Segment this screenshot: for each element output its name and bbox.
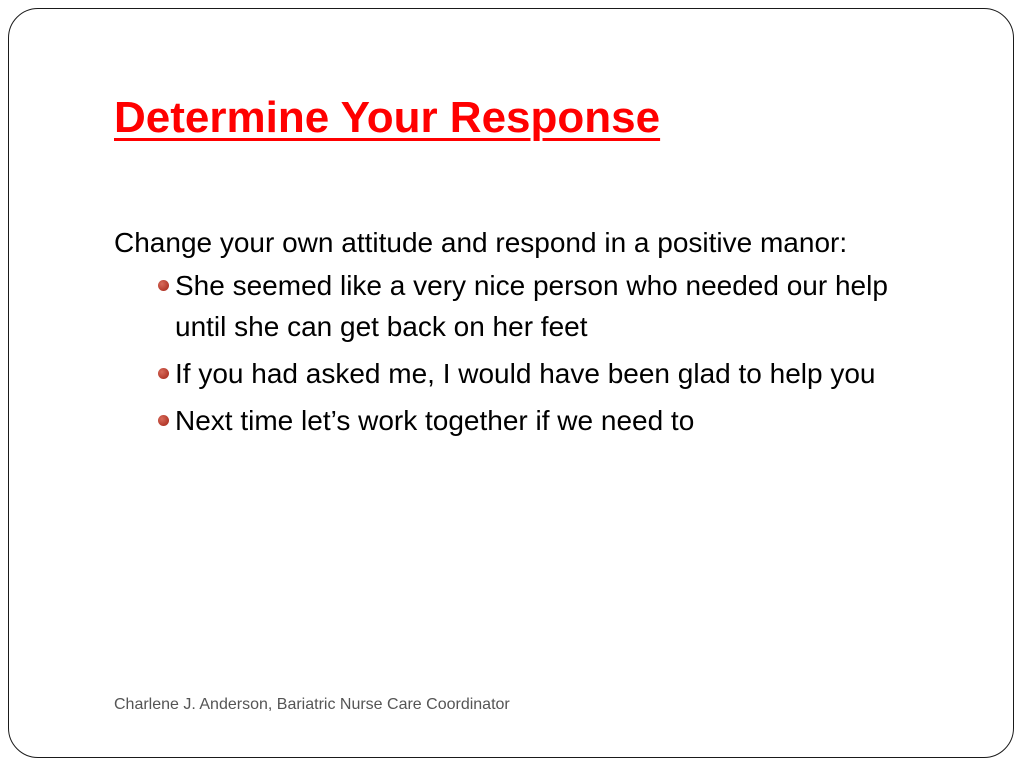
- bullet-dot-icon: [158, 280, 169, 291]
- bullet-item: [114, 265, 934, 347]
- bullet-text: Next time let’s work together if we need to: [175, 405, 695, 436]
- slide-title: Determine Your Response: [114, 93, 661, 142]
- slide-body: [114, 222, 934, 447]
- bullet-text: If you had asked me, I would have been glad to help you: [175, 358, 876, 389]
- intro-text: Change your own attitude and respond in a positive manor:: [114, 227, 848, 258]
- bullet-item: [114, 353, 934, 394]
- bullet-text: She seemed like a very nice person who needed our help until she can get back on her feet: [175, 270, 888, 342]
- bullet-list: [114, 265, 934, 441]
- bullet-dot-icon: [158, 415, 169, 426]
- slide-footer: Charlene J. Anderson, Bariatric Nurse Care Coordinator: [114, 696, 510, 713]
- bullet-dot-icon: [158, 368, 169, 379]
- bullet-item: [114, 400, 934, 441]
